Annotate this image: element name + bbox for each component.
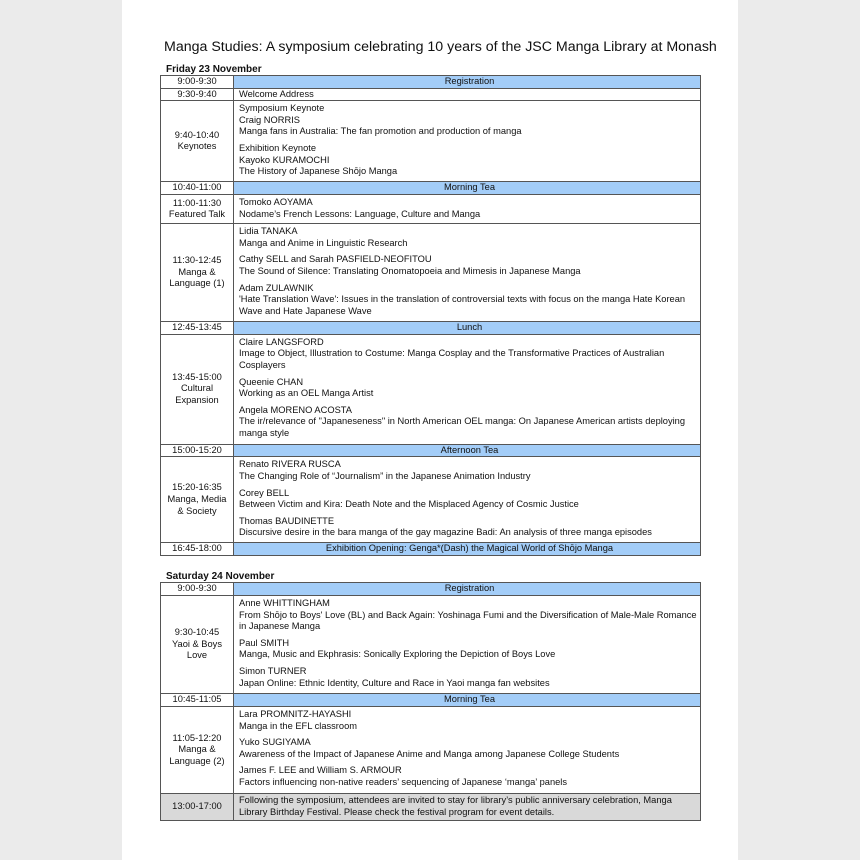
schedule-row bbox=[161, 322, 701, 335]
talk-title: Manga, Music and Ekphrasis: Sonically Exploring the Depiction of Boys Love bbox=[239, 649, 556, 660]
schedule-row bbox=[161, 694, 701, 707]
session-cell: Welcome Address bbox=[234, 88, 701, 101]
day-heading-saturday: Saturday 24 November bbox=[166, 571, 275, 582]
talk-block bbox=[239, 103, 700, 138]
break-band: Registration bbox=[234, 583, 701, 596]
session-cell bbox=[234, 195, 701, 224]
schedule-row bbox=[161, 182, 701, 195]
talk-title: Manga in the EFL classroom bbox=[239, 720, 357, 731]
schedule-row bbox=[161, 794, 701, 821]
talk-title: Working as an OEL Manga Artist bbox=[239, 388, 374, 399]
schedule-row bbox=[161, 88, 701, 101]
talk-block bbox=[239, 709, 700, 732]
schedule-row bbox=[161, 195, 701, 224]
time-cell: 10:40-11:00 bbox=[161, 182, 234, 195]
talk-title: The ir/relevance of "Japaneseness" in North American OEL manga: On Japanese American artists deploying manga style bbox=[239, 416, 686, 438]
talk-title: 'Hate Translation Wave': Issues in the translation of controversial texts with focus on the manga Hate Korean Wave and Hate Japanese Wave bbox=[239, 294, 686, 316]
speaker-name: Queenie CHAN bbox=[239, 376, 304, 387]
schedule-row bbox=[161, 457, 701, 543]
talk-title: The Sound of Silence: Translating Onomatopoeia and Mimesis in Japanese Manga bbox=[239, 265, 581, 276]
break-band: Morning Tea bbox=[234, 694, 701, 707]
break-band: Registration bbox=[234, 76, 701, 89]
speaker-name: Tomoko AOYAMA bbox=[239, 197, 313, 208]
time-cell: 11:00-11:30 Featured Talk bbox=[161, 195, 234, 224]
session-cell bbox=[234, 457, 701, 543]
time-cell: 15:00-15:20 bbox=[161, 444, 234, 457]
time-cell: 13:45-15:00 Cultural Expansion bbox=[161, 334, 234, 444]
closing-note: Following the symposium, attendees are invited to stay for library’s public anniversary celebration, Manga Library Birthday Festival. Please check the festival program for event details. bbox=[234, 794, 701, 821]
schedule-row bbox=[161, 444, 701, 457]
talk-block bbox=[239, 143, 700, 178]
talk-title: Between Victim and Kira: Death Note and the Misplaced Agency of Cosmic Justice bbox=[239, 499, 579, 510]
time-cell: 10:45-11:05 bbox=[161, 694, 234, 707]
break-band: Afternoon Tea bbox=[234, 444, 701, 457]
time-cell: 11:30-12:45 Manga & Language (1) bbox=[161, 224, 234, 322]
speaker-name: Craig NORRIS bbox=[239, 114, 300, 125]
time-cell: 9:30-9:40 bbox=[161, 88, 234, 101]
talk-heading: Exhibition Keynote bbox=[239, 142, 317, 153]
break-band: Morning Tea bbox=[234, 182, 701, 195]
talk-title: Discursive desire in the bara manga of the gay magazine Badi: An analysis of three manga episodes bbox=[239, 527, 652, 538]
schedule-row bbox=[161, 583, 701, 596]
time-cell: 12:45-13:45 bbox=[161, 322, 234, 335]
speaker-name: Corey BELL bbox=[239, 487, 290, 498]
page-title: Manga Studies: A symposium celebrating 10 years of the JSC Manga Library at Monash bbox=[164, 39, 717, 55]
schedule-table-saturday bbox=[160, 582, 701, 821]
time-cell: 13:00-17:00 bbox=[161, 794, 234, 821]
speaker-name: Cathy SELL and Sarah PASFIELD-NEOFITOU bbox=[239, 254, 432, 265]
schedule-row bbox=[161, 224, 701, 322]
time-cell: 16:45-18:00 bbox=[161, 543, 234, 556]
talk-block bbox=[239, 197, 700, 220]
talk-block bbox=[239, 666, 700, 689]
speaker-name: Thomas BAUDINETTE bbox=[239, 515, 335, 526]
schedule-row bbox=[161, 76, 701, 89]
speaker-name: Simon TURNER bbox=[239, 665, 307, 676]
session-cell bbox=[234, 707, 701, 794]
time-cell: 11:05-12:20 Manga & Language (2) bbox=[161, 707, 234, 794]
talk-title: Manga fans in Australia: The fan promotion and production of manga bbox=[239, 126, 522, 137]
schedule-row bbox=[161, 334, 701, 444]
talk-block bbox=[239, 254, 700, 277]
schedule-row bbox=[161, 101, 701, 182]
session-cell bbox=[234, 334, 701, 444]
talk-block bbox=[239, 488, 700, 511]
speaker-name: Adam ZULAWNIK bbox=[239, 282, 314, 293]
talk-title: Factors influencing non-native readers’ sequencing of Japanese ‘manga’ panels bbox=[239, 776, 568, 787]
schedule-row bbox=[161, 707, 701, 794]
talk-block bbox=[239, 737, 700, 760]
schedule-table-friday bbox=[160, 75, 701, 556]
talk-title: Nodame’s French Lessons: Language, Culture and Manga bbox=[239, 208, 481, 219]
talk-block bbox=[239, 638, 700, 661]
talk-title: The Changing Role of “Journalism” in the Japanese Animation Industry bbox=[239, 470, 531, 481]
speaker-name: Lidia TANAKA bbox=[239, 226, 298, 237]
speaker-name: Kayoko KURAMOCHI bbox=[239, 154, 330, 165]
speaker-name: Lara PROMNITZ-HAYASHI bbox=[239, 709, 352, 719]
talk-block bbox=[239, 516, 700, 539]
talk-heading: Symposium Keynote bbox=[239, 103, 325, 114]
talk-title: The History of Japanese Shōjo Manga bbox=[239, 166, 398, 177]
schedule-row bbox=[161, 543, 701, 556]
session-cell bbox=[234, 224, 701, 322]
talk-block bbox=[239, 337, 700, 372]
schedule-row bbox=[161, 596, 701, 694]
session-cell bbox=[234, 596, 701, 694]
speaker-name: Renato RIVERA RUSCA bbox=[239, 459, 341, 470]
time-cell: 9:00-9:30 bbox=[161, 76, 234, 89]
speaker-name: Paul SMITH bbox=[239, 637, 290, 648]
speaker-name: James F. LEE and William S. ARMOUR bbox=[239, 765, 402, 776]
time-cell: 9:30-10:45 Yaoi & Boys Love bbox=[161, 596, 234, 694]
talk-block bbox=[239, 283, 700, 318]
talk-block bbox=[239, 405, 700, 440]
break-band: Lunch bbox=[234, 322, 701, 335]
talk-title: Image to Object, Illustration to Costume: Manga Cosplay and the Transformative Practices of Australian Cosplayers bbox=[239, 348, 665, 370]
talk-block bbox=[239, 765, 700, 788]
talk-title: Awareness of the Impact of Japanese Anime and Manga among Japanese College Students bbox=[239, 748, 620, 759]
speaker-name: Claire LANGSFORD bbox=[239, 336, 324, 347]
speaker-name: Anne WHITTINGHAM bbox=[239, 598, 330, 608]
talk-block bbox=[239, 226, 700, 249]
break-band: Exhibition Opening: Genga*(Dash) the Magical World of Shōjo Manga bbox=[234, 543, 701, 556]
speaker-name: Angela MORENO ACOSTA bbox=[239, 404, 352, 415]
talk-block bbox=[239, 598, 700, 633]
speaker-name: Yuko SUGIYAMA bbox=[239, 737, 311, 748]
time-cell: 9:40-10:40 Keynotes bbox=[161, 101, 234, 182]
time-cell: 9:00-9:30 bbox=[161, 583, 234, 596]
talk-title: Manga and Anime in Linguistic Research bbox=[239, 237, 408, 248]
talk-title: From Shōjo to Boys' Love (BL) and Back Again: Yoshinaga Fumi and the Diversification of Male-Male Romance in Japanese Manga bbox=[239, 609, 697, 632]
time-cell: 15:20-16:35 Manga, Media & Society bbox=[161, 457, 234, 543]
session-cell bbox=[234, 101, 701, 182]
talk-block bbox=[239, 459, 700, 482]
talk-block bbox=[239, 377, 700, 400]
talk-title: Japan Online: Ethnic Identity, Culture and Race in Yaoi manga fan websites bbox=[239, 677, 550, 688]
day-heading-friday: Friday 23 November bbox=[166, 64, 262, 75]
